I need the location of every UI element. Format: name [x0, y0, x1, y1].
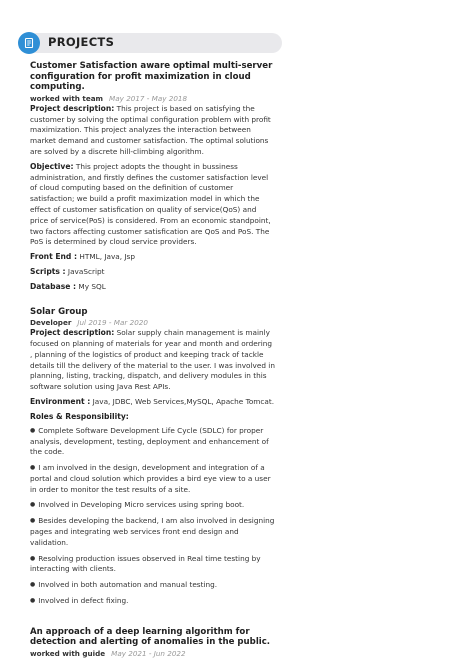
projects-list — [30, 61, 450, 659]
environment-label: Environment : — [30, 396, 91, 406]
scripts-row — [30, 267, 450, 278]
project-dates: May 2017 - May 2018 — [109, 93, 188, 103]
scripts-value: JavaScript — [67, 266, 105, 276]
project-role: Developer — [30, 318, 72, 328]
bullet-icon: ● — [30, 581, 36, 589]
frontend-label: Front End : — [30, 252, 78, 262]
list-item: ● I am involved in the design, development and integration of a portal and cloud solution which provides a bird eye view to a user in order to monitor the test results of a site. — [30, 463, 271, 494]
project-dates: Jul 2019 - Mar 2020 — [77, 318, 148, 328]
description-label: Project description: — [30, 103, 115, 113]
frontend-value: HTML, Java, Jsp — [79, 252, 135, 262]
description-label: Project description: — [30, 328, 115, 338]
description-text: This project is based on satisfying the customer by solving the optimal configuration problem with profit maximization. This project analyzes the interaction between market demand and customer satisfaction. The optimal solutions are solved by a discrete hill-climbing algorithm. — [30, 103, 271, 156]
roles-heading: Roles & Responsibility: — [30, 411, 129, 421]
document-icon — [18, 32, 40, 54]
project-objective — [30, 162, 275, 248]
frontend-row — [30, 252, 450, 263]
bullet-icon: ● — [30, 501, 36, 509]
project-title: Solar Group — [30, 306, 88, 317]
bullet-icon: ● — [30, 426, 36, 434]
project-item — [30, 627, 450, 659]
description-text: Solar supply chain management is mainly focused on planning of materials for year and month and ordering , planning of the logistics of product and keeping track of tackle details till the delivery of the material to the user. I was involved in planning, listing, tracking, dispatch, and delivery modules in this software solution using Java Rest APIs. — [30, 328, 275, 392]
project-meta — [30, 93, 450, 104]
bullet-icon: ● — [30, 517, 36, 525]
environment-value: Java, JDBC, Web Services,MySQL, Apache Tomcat. — [92, 396, 275, 406]
project-item — [30, 307, 450, 607]
project-description — [30, 328, 275, 393]
project-role: worked with guide — [30, 649, 106, 659]
project-item — [30, 61, 450, 293]
project-description — [30, 104, 275, 158]
objective-label: Objective: — [30, 161, 74, 171]
database-value: My SQL — [78, 281, 106, 291]
bullet-icon: ● — [30, 554, 36, 562]
database-row — [30, 282, 450, 293]
scripts-label: Scripts : — [30, 266, 66, 276]
bullet-icon: ● — [30, 597, 36, 605]
responsibility-list — [30, 426, 275, 607]
project-title: An approach of a deep learning algorithm for detection and alerting of anomalies in the public. — [30, 626, 271, 648]
project-title: Customer Satisfaction aware optimal multi-server configuration for profit maximization in cloud computing. — [30, 61, 273, 93]
objective-text: This project adopts the thought in bussiness administration, and firstly defines the customer satisfaction level of cloud computing based on the definition of customer satisfaction; we build a profit maximization model in which the effect of customer satisfication on quality of service(QoS) and price of service(PoS) is considered. From an economic standpoint, two factors affecting customer satisfication are QoS and PoS. The PoS is determined by cloud service providers. — [30, 161, 271, 247]
project-meta — [30, 648, 450, 659]
section-header — [18, 32, 282, 54]
bullet-icon: ● — [30, 464, 36, 472]
list-item: ● Involved in Developing Micro services using spring boot. — [30, 500, 245, 510]
list-item: ● Besides developing the backend, I am also involved in designing pages and integrating web services front end design and validation. — [30, 516, 275, 547]
project-role: worked with team — [30, 93, 104, 103]
list-item: ● Involved in both automation and manual testing. — [30, 580, 218, 590]
project-meta — [30, 317, 450, 328]
list-item: ● Complete Software Development Life Cycle (SDLC) for proper analysis, development, testing, deployment and enhancement of the code. — [30, 425, 269, 457]
database-label: Database : — [30, 281, 77, 291]
section-title: PROJECTS — [48, 35, 115, 49]
environment-row — [30, 397, 450, 408]
list-item: ● Involved in defect fixing. — [30, 596, 129, 606]
project-dates: May 2021 - Jun 2022 — [111, 649, 186, 659]
list-item: ● Resolving production issues observed in Real time testing by interacting with clients. — [30, 553, 261, 574]
